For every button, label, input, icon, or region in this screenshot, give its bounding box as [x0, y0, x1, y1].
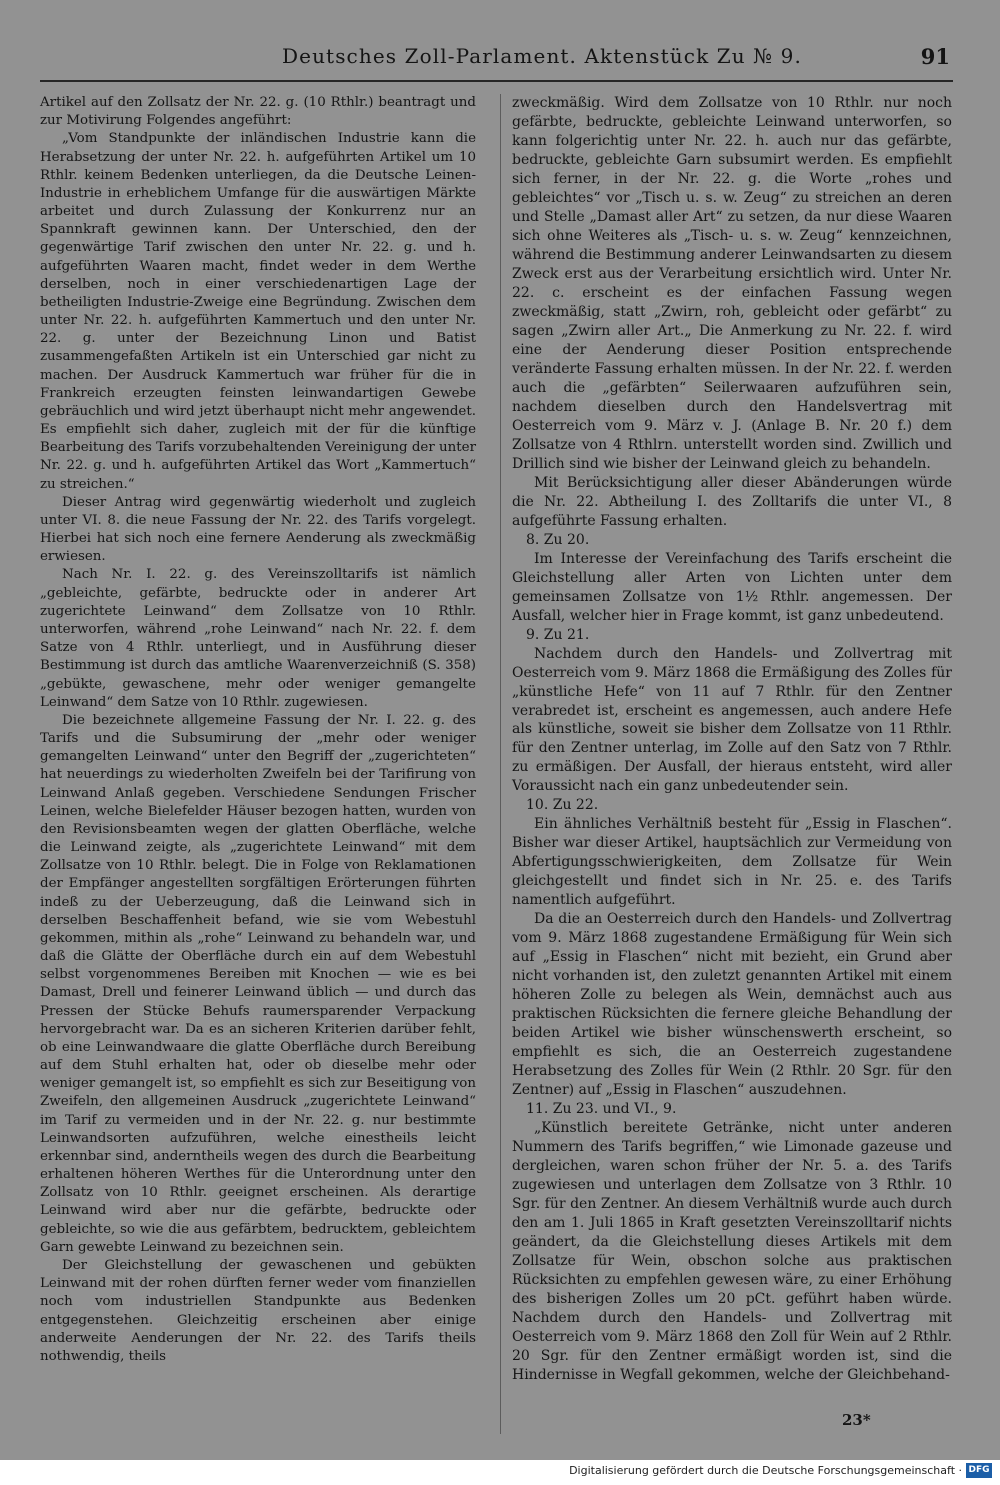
header-title: Deutsches Zoll-Parlament. Aktenstück Zu № 9. [282, 44, 802, 68]
paragraph: Ein ähnliches Verhältniß besteht für „Essig in Flaschen“. Bisher war dieser Artikel, hauptsächlich zur Vermeidung von Abfertigungsschwierigkeiten, dem Zollsatze für Wein gleichgestellt und findet sich in Nr. 25. e. des Tarifs namentlich aufgeführt. [512, 816, 952, 909]
header-rule [40, 80, 953, 82]
section-heading: 8. Zu 20. [526, 531, 590, 548]
running-header [282, 44, 842, 72]
section-heading: 9. Zu 21. [526, 626, 590, 643]
signature-mark: 23* [842, 1411, 871, 1429]
dfg-logo: DFG [966, 1463, 992, 1478]
paragraph: Da die an Oesterreich durch den Handels- und Zollvertrag vom 9. März 1868 zugestandene Ermäßigung für Wein sich auf „Essig in Flaschen“ nicht mit bezieht, ein Grund aber nicht vorhanden ist, den zuletzt genannten Artikel mit einem höheren Zolle zu belegen als Wein, demnächst auch aus praktischen Rücksichten die fernere gleiche Behandlung der beiden Artikel wie bisher wünschenswerth erscheint, so empfiehlt es sich, die an Oesterreich zugestandene Herabsetzung des Zolles für Wein (2 Rthlr. 20 Sgr. für den Zentner) auf „Essig in Flaschen“ auszudehnen. [512, 911, 952, 1099]
section-heading: 11. Zu 23. und VI., 9. [526, 1101, 677, 1118]
paragraph: Die bezeichnete allgemeine Fassung der Nr. I. 22. g. des Tarifs und die Subsumirung der „mehr oder weniger gemangelten Leinwand“ unter den Begriff der „zugerichteten“ hat neuerdings zu wiederholten Zweifeln bei der Tarifirung von Leinwand Anlaß gegeben. Verschiedene Sendungen Frischer Leinen, welche Bielefelder Häuser bezogen hatten, wurden von den Revisionsbeamten wegen der glatten Oberfläche, welche die Leinwand zeigte, als „zugerichtete Leinwand“ mit dem Zollsatze von 10 Rthlr. belegt. Die in Folge von Reklamationen der Empfänger angestellten sorgfältigen Erörterungen führten indeß zu der Ueberzeugung, daß die Leinwand sich in derselben Beschaffenheit befand, wie sie vom Webestuhl gekommen, mithin als „rohe“ Leinwand zu behandeln war, und daß die Glätte der Oberfläche durch ein auf dem Webestuhl selbst vorgenommenes Bereiben mit Knochen — wie es bei Damast, Drell und feinerer Leinwand üblich — und durch das Pressen der Stücke Behufs raumersparender Verpackung hervorgebracht war. Da es an sicheren Kriterien darüber fehlt, ob eine Leinwandwaare die glatte Oberfläche durch Bereibung auf dem Stuhl erhalten hat, oder ob dieselbe mehr oder weniger gemangelt ist, so empfiehlt es sich zur Beseitigung von Zweifeln, den allgemeinen Ausdruck „zugerichtete Leinwand“ im Tarif zu vermeiden und in der Nr. 22. g. nur bestimmte Leinwandsorten aufzuführen, welche einestheils leicht erkennbar sind, anderntheils wegen des durch die Bearbeitung erhaltenen höheren Werthes für die Unterordnung unter den Zollsatz von 10 Rthlr. geeignet erscheinen. Als derartige Leinwand wird aber nur die gefärbte, bedruckte oder gebleichte, so wie die aus gefärbtem, bedrucktem, gebleichtem Garn gewebte Leinwand zu bezeichnen sein. [40, 712, 476, 1255]
paragraph: „Vom Standpunkte der inländischen Industrie kann die Herabsetzung der unter Nr. 22. h. aufgeführten Artikel um 10 Rthlr. keinem Bedenken unterliegen, da die Deutsche Leinen-Industrie in erheblichem Umfange für die auswärtigen Märkte arbeitet und durch Zulassung der Konkurrenz nur an Spannkraft gewinnen kann. Der Unterschied, den der gegenwärtige Tarif zwischen den unter Nr. 22. g. und h. aufgeführten Waaren macht, findet weder in dem Werthe derselben, noch in einer verschiedenartigen Lage der betheiligten Industrie-Zweige eine Begründung. Zwischen dem unter Nr. 22. h. aufgeführten Kammertuch und den unter Nr. 22. g. unter der Bezeichnung Linon und Batist zusammengefaßten Artikeln ist ein Unterschied gar nicht zu machen. Der Ausdruck Kammertuch war früher für die in Frankreich erzeugten feinsten leinwandartigen Gewebe gebräuchlich und wird jetzt überhaupt nicht mehr angewendet. Es empfiehlt sich daher, zugleich mit der für die künftige Bearbeitung des Tarifs vorzubehaltenden Vereinigung der unter Nr. 22. g. und h. aufgeführten Artikel das Wort „Kammertuch“ zu streichen.“ [40, 131, 476, 492]
paragraph: zweckmäßig. Wird dem Zollsatze von 10 Rthlr. nur noch gefärbte, bedruckte, gebleichte Leinwand unterworfen, so kann folgerichtig unter Nr. 22. h. auch nur das gefärbte, bedruckte, gebleichte Garn subsumirt werden. Es empfiehlt sich ferner, in der Nr. 22. g. die Worte „rohes und gebleichtes“ vor „Tisch u. s. w. Zeug“ zu streichen an deren und Stelle „Damast aller Art“ zu setzen, da nur diese Waaren sich ohne Weiteres als „Tisch- u. s. w. Zeug“ kennzeichnen, während die Bestimmung anderer Leinwandsarten zu diesem Zweck erst aus der Verarbeitung ersichtlich wird. Unter Nr. 22. c. erscheint es der einfachen Fassung wegen zweckmäßig, statt „Zwirn, roh, gebleicht oder gefärbt“ zu sagen „Zwirn aller Art.„ Die Anmerkung zu Nr. 22. f. wird eine der Aenderung dieser Position entsprechende veränderte Fassung erhalten müssen. In der Nr. 22. f. werden auch die „gefärbten“ Seilerwaaren aufzuführen sein, nachdem dieselben durch den Handelsvertrag mit Oesterreich vom 9. März v. J. (Anlage B. Nr. 20 f.) dem Zollsatze von 4 Rthlrn. unterstellt worden sind. Zwillich und Drillich sind wie bisher der Leinwand gleich zu behandeln. [512, 95, 952, 472]
paragraph: Nachdem durch den Handels- und Zollvertrag mit Oesterreich vom 9. März 1868 die Ermäßigung des Zolles für „künstliche Hefe“ von 11 auf 7 Rthlr. für den Zentner verabredet ist, erscheint es angemessen, auch andere Hefe als künstliche, soweit sie bisher dem Zollsatze von 11 Rthlr. für den Zentner unterlag, im Zolle auf den Satz von 7 Rthlr. zu ermäßigen. Der Ausfall, der hieraus entsteht, wird aller Voraussicht nach ein ganz unbedeutender sein. [512, 645, 952, 795]
funding-notice: Digitalisierung gefördert durch die Deutsche Forschungsgemeinschaft · [569, 1464, 962, 1477]
paragraph: „Künstlich bereitete Getränke, nicht unter anderen Nummern des Tarifs begriffen,“ wie Limonade gazeuse und dergleichen, waren schon früher der Nr. 5. a. des Tarifs zugewiesen und unterlagen dem Zollsatze von 3 Rthlr. 10 Sgr. für den Zentner. An diesem Verhältniß wurde auch durch den am 1. Juli 1865 in Kraft gesetzten Vereinszolltarif nichts geändert, da die Gleichstellung dieses Artikels mit dem Zollsatze für Wein, obschon solche aus praktischen Rücksichten zu empfehlen gewesen wäre, zu einer Erhöhung des bisherigen Zolles um 20 pCt. geführt haben würde. Nachdem durch den Handels- und Zollvertrag mit Oesterreich vom 9. März 1868 den Zoll für Wein auf 2 Rthlr. 20 Sgr. für den Zentner ermäßigt worden ist, sind die Hindernisse in Wegfall gekommen, welche der Gleichbehand- [512, 1120, 952, 1383]
paragraph: Artikel auf den Zollsatz der Nr. 22. g. (10 Rthlr.) beantragt und zur Motivirung Folgendes angeführt: [40, 95, 476, 129]
paragraph: Der Gleichstellung der gewaschenen und gebükten Leinwand mit der rohen dürften ferner weder vom finanziellen noch vom industriellen Standpunkte aus Bedenken entgegenstehen. Gleichzeitig erscheinen aber einige anderweite Aenderungen der Nr. 22. des Tarifs theils nothwendig, theils [40, 1258, 476, 1364]
left-column [40, 94, 476, 1366]
column-divider [500, 94, 501, 1434]
paragraph: Nach Nr. I. 22. g. des Vereinszolltarifs ist nämlich „gebleichte, gefärbte, bedruckte oder in anderer Art zugerichtete Leinwand“ dem Zollsatze von 10 Rthlr. unterworfen, während „rohe Leinwand“ nach Nr. 22. f. dem Satze von 4 Rthlr. unterliegt, und in Ausführung dieser Bestimmung ist durch das amtliche Waarenverzeichniß (S. 358) „gebükte, gewaschene, mehr oder weniger gemangelte Leinwand“ dem Satze von 10 Rthlr. zugewiesen. [40, 567, 476, 710]
paragraph: Im Interesse der Vereinfachung des Tarifs erscheint die Gleichstellung aller Arten von Lichten unter dem gemeinsamen Zollsatze von 1½ Rthlr. angemessen. Der Ausfall, welcher hier in Frage kommt, ist ganz unbedeutend. [512, 550, 952, 624]
right-column [512, 94, 952, 1385]
footer-banner [0, 1460, 1000, 1485]
page-number: 91 [920, 44, 950, 69]
paragraph: Mit Berücksichtigung aller dieser Abänderungen würde die Nr. 22. Abtheilung I. des Zolltarifs die unter VI., 8 aufgeführte Fassung erhalten. [512, 474, 952, 529]
section-heading: 10. Zu 22. [526, 797, 599, 814]
paragraph: Dieser Antrag wird gegenwärtig wiederholt und zugleich unter VI. 8. die neue Fassung der Nr. 22. des Tarifs vorgelegt. Hierbei hat sich noch eine fernere Aenderung als zweckmäßig erwiesen. [40, 494, 476, 565]
